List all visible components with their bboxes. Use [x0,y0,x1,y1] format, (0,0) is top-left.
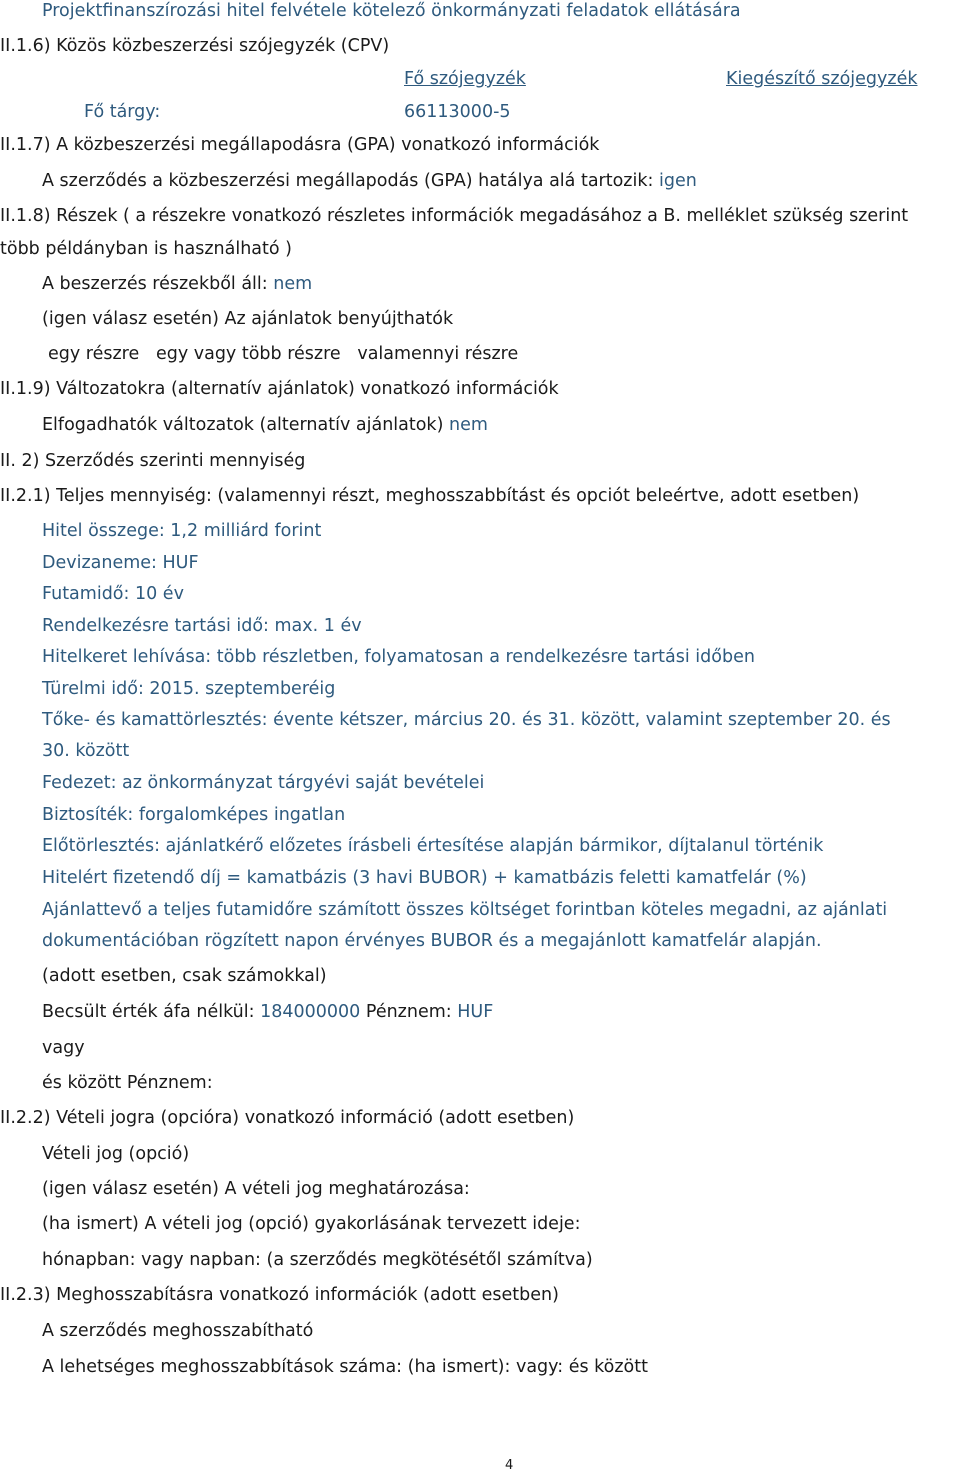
veteli-jog-ideje: (ha ismert) A vételi jog (opció) gyakorlásának tervezett ideje: [42,1214,581,1234]
veteli-jog-meghatarozasa: (igen válasz esetén) A vételi jog meghatározása: [42,1179,470,1199]
gpa-line [42,170,697,192]
becsult-value: 184000000 [260,1002,361,1022]
turelmi-ido: Türelmi idő: 2015. szeptemberéig [42,679,336,699]
project-title: Projektfinanszírozási hitel felvétele kötelező önkormányzati feladatok ellátására [42,1,741,21]
hitelkeret-lehivasa: Hitelkeret lehívása: több részletben, folyamatosan a rendelkezésre tartási időben [42,647,755,667]
valtozat-text: Elfogadhatók változatok (alternatív ajánlatok) [42,415,444,435]
fo-targy-value: 66113000-5 [404,102,511,122]
becsult-ertek-line [42,1001,493,1023]
valtozat-value: nem [448,415,488,435]
gpa-heading: II.1.7) A közbeszerzési megállapodásra (GPA) vonatkozó információk [0,135,600,155]
meghosszabitas-heading: II.2.3) Meghosszabításra vonatkozó információk (adott esetben) [0,1285,559,1305]
gpa-text: A szerződés a közbeszerzési megállapodás (GPA) hatálya alá tartozik: [42,171,654,191]
ajanlattevo-cont: dokumentációban rögzített napon érvényes BUBOR és a megajánlott kamatfelár alapján. [42,931,822,951]
adott-esetben: (adott esetben, csak számokkal) [42,966,327,986]
rendelkezesre-tartasi-ido: Rendelkezésre tartási idő: max. 1 év [42,616,362,636]
meghosszabbitasok-szama: A lehetséges meghosszabbítások száma: (ha ismert): vagy: és között [42,1357,648,1377]
kiegeszito-szojegyzek-link[interactable]: Kiegészítő szójegyzék [726,69,918,89]
veteli-jog-heading: II.2.2) Vételi jogra (opcióra) vonatkozó információ (adott esetben) [0,1108,575,1128]
gpa-value: igen [658,171,697,191]
valtozat-line [42,414,488,436]
es-kozott-penznem: és között Pénznem: [42,1073,213,1093]
page-number: 4 [505,1458,514,1473]
mennyiseg-heading: II. 2) Szerződés szerinti mennyiség [0,451,306,471]
meghosszabithato: A szerződés meghosszabítható [42,1321,314,1341]
cpv-heading: II.1.6) Közös közbeszerzési szójegyzék (CPV) [0,36,390,56]
devizaneme: Devizaneme: HUF [42,553,199,573]
reszek-heading: II.1.8) Részek ( a részekre vonatkozó részletes információk megadásához a B. melléklet szükség szerint [0,206,909,226]
vagy: vagy [42,1038,85,1058]
reszre-options: egy részre egy vagy több részre valamennyi részre [48,344,519,364]
valtozat-heading: II.1.9) Változatokra (alternatív ajánlatok) vonatkozó információk [0,379,559,399]
fo-targy-label: Fő tárgy: [84,102,161,122]
penznem-value: HUF [457,1002,494,1022]
ajanlattevo: Ajánlattevő a teljes futamidőre számított összes költséget forintban köteles megadni, az ajánlati [42,900,888,920]
veteli-jog: Vételi jog (opció) [42,1144,190,1164]
hitelert-fizetendo-dij: Hitelért fizetendő díj = kamatbázis (3 havi BUBOR) + kamatbázis feletti kamatfelár (%) [42,868,807,888]
elotorlesztes: Előtörlesztés: ajánlatkérő előzetes írásbeli értesítése alapján bármikor, díjtalanul történik [42,836,824,856]
fedezet: Fedezet: az önkormányzat tárgyévi saját bevételei [42,773,485,793]
hitel-osszege: Hitel összege: 1,2 milliárd forint [42,521,322,541]
teljes-mennyiseg-heading: II.2.1) Teljes mennyiség: (valamennyi részt, meghosszabbítást és opciót beleértve, adott esetben) [0,486,860,506]
toke-torlesztes-cont: 30. között [42,741,130,761]
reszek-text: A beszerzés részekből áll: [42,274,268,294]
honapban-napban: hónapban: vagy napban: (a szerződés megkötésétől számítva) [42,1250,593,1270]
igen-valasz: (igen válasz esetén) Az ajánlatok benyújthatók [42,309,454,329]
biztositek: Biztosíték: forgalomképes ingatlan [42,805,346,825]
penznem-label: Pénznem: [365,1002,452,1022]
futamido: Futamidő: 10 év [42,584,184,604]
fo-szojegyzek-link[interactable]: Fő szójegyzék [404,69,526,89]
reszek-heading-cont: több példányban is használható ) [0,239,292,259]
becsult-label: Becsült érték áfa nélkül: [42,1002,255,1022]
toke-torlesztes: Tőke- és kamattörlesztés: évente kétszer, március 20. és 31. között, valamint szeptember 20. és [42,710,891,730]
reszek-line [42,273,312,295]
reszek-value: nem [273,274,313,294]
